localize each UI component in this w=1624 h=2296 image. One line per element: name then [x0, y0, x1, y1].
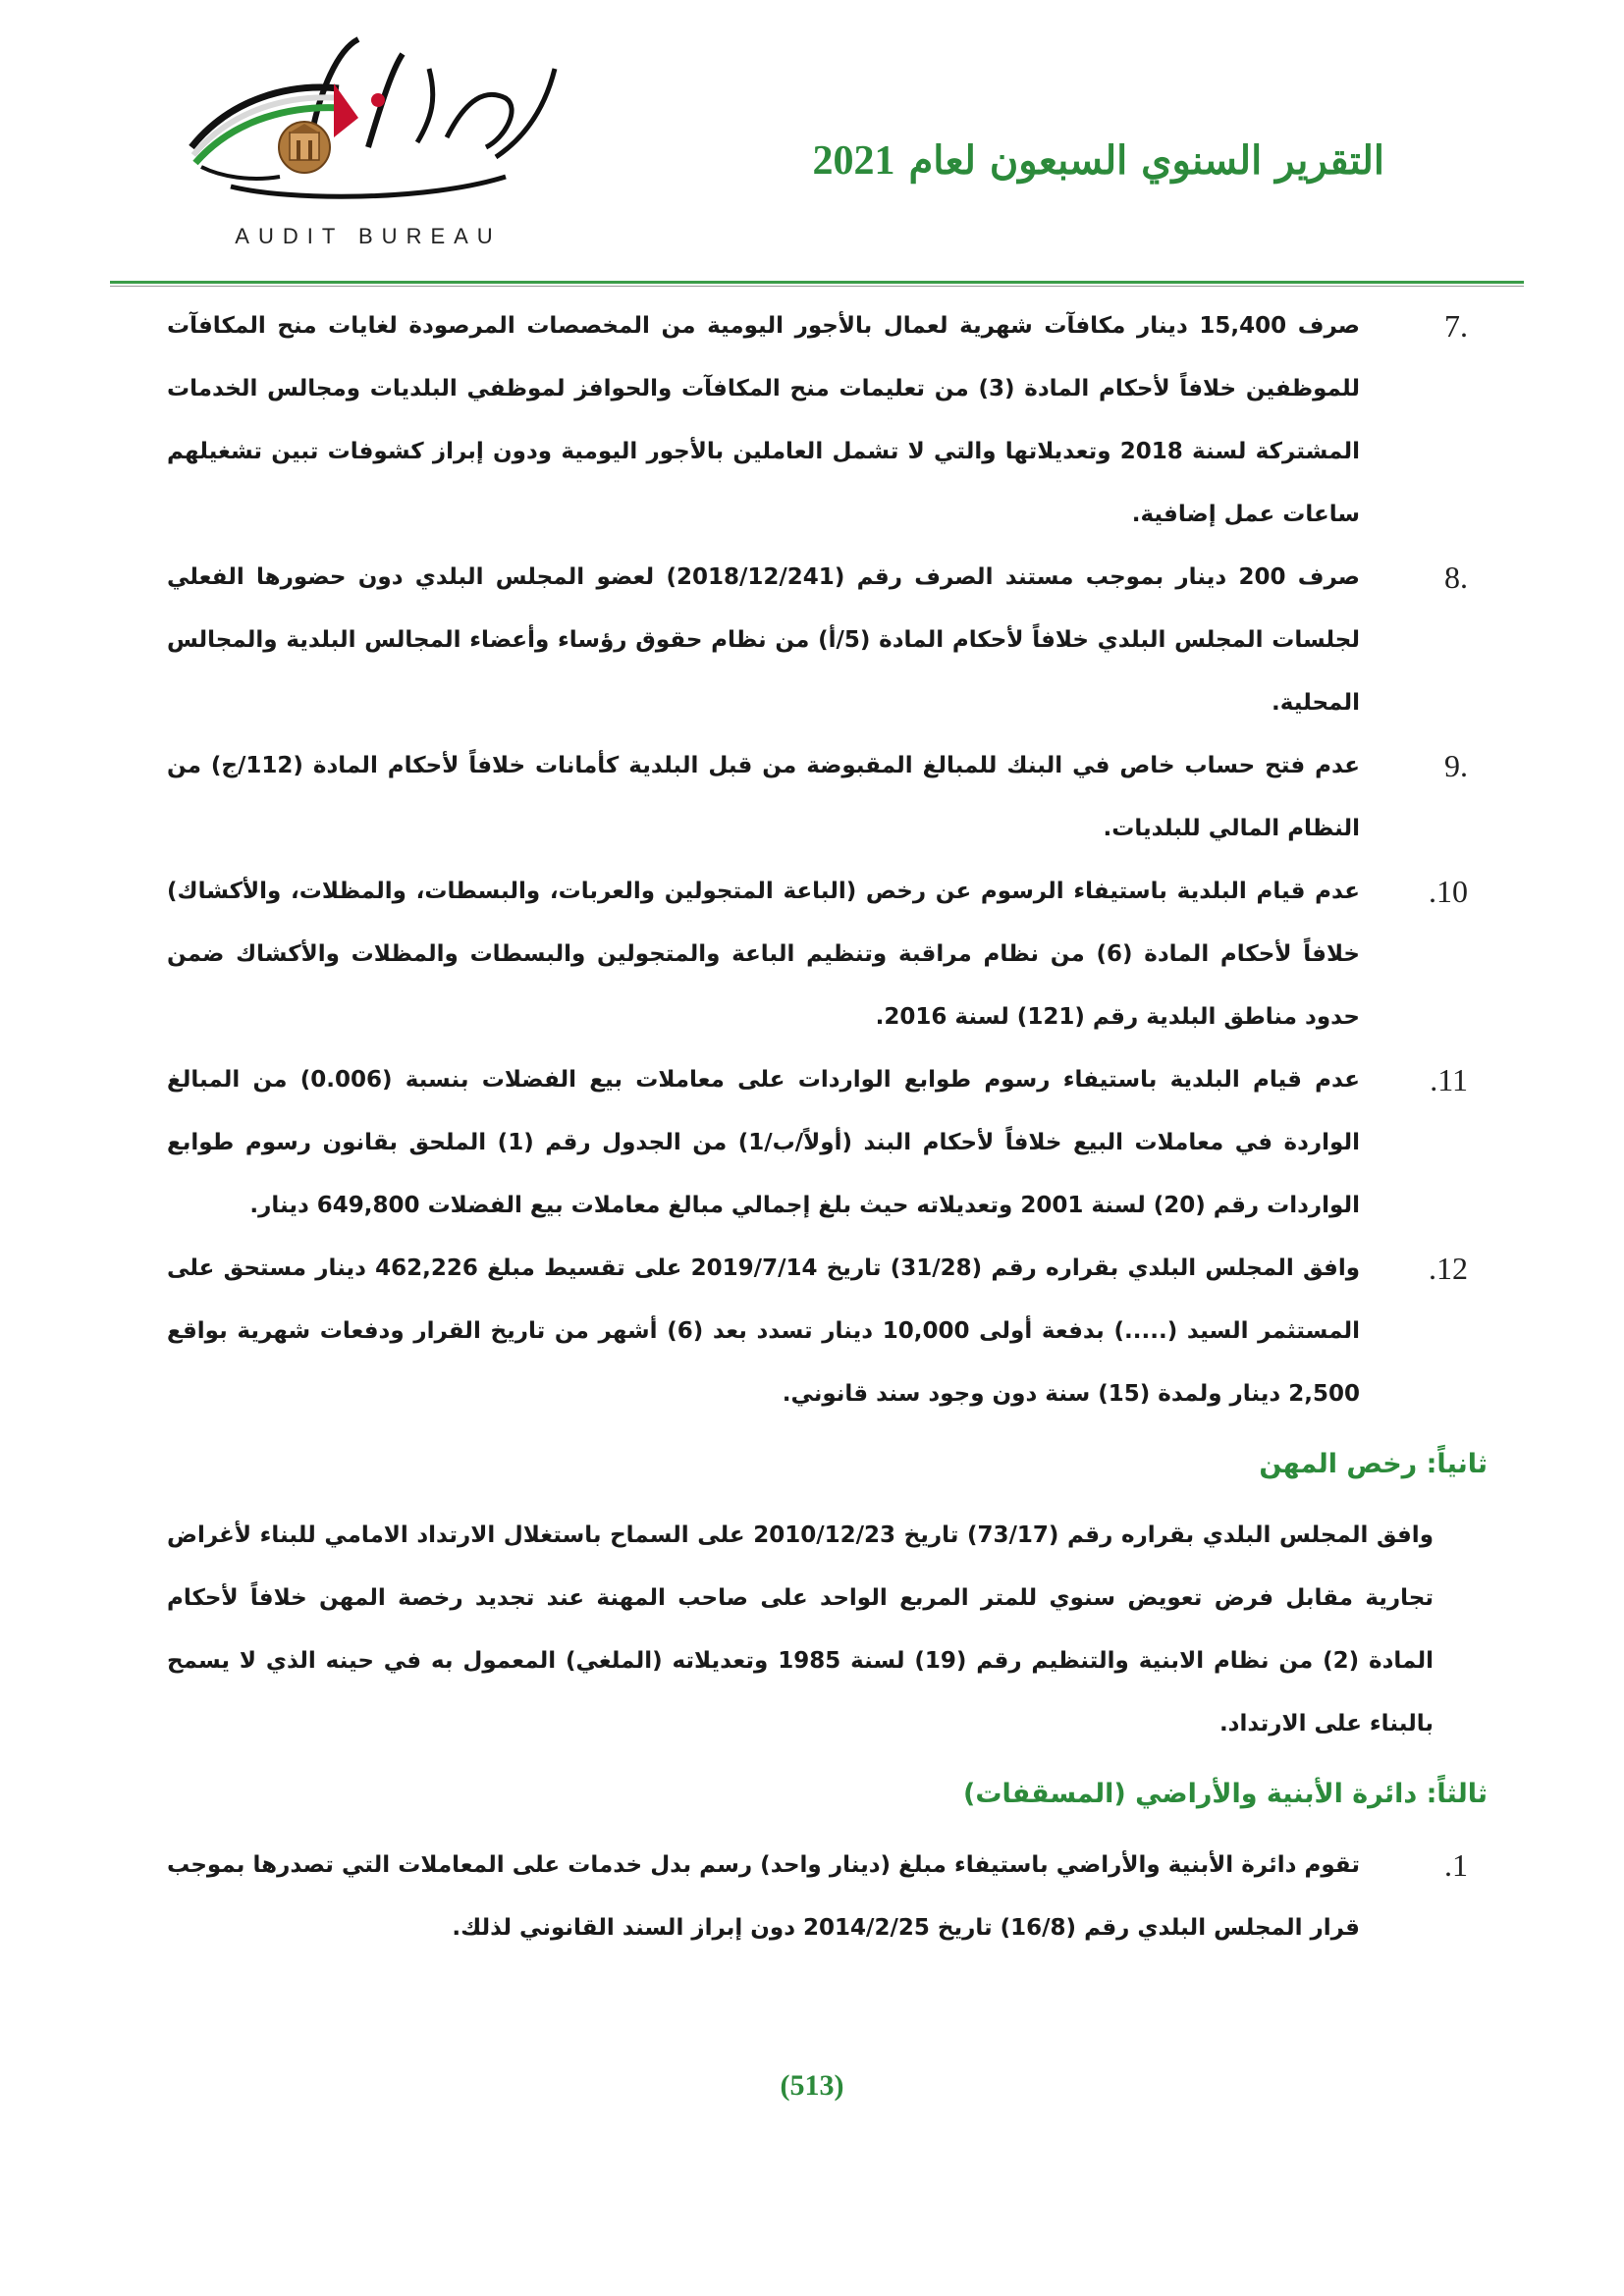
- page-number: (513): [780, 2069, 844, 2102]
- list-item: [167, 1237, 1488, 1425]
- item-number: .11: [1430, 1062, 1468, 1097]
- report-year: 2021: [812, 138, 895, 184]
- item-text: تقوم دائرة الأبنية والأراضي باستيفاء مبلغ (دينار واحد) رسم بدل خدمات على المعاملات التي تصدرها بموجب قرار المجلس البلدي رقم (16/8) تاريخ 2014/2/25 دون إبراز السند القانوني لذلك.: [167, 1852, 1360, 1941]
- item-text: عدم قيام البلدية باستيفاء رسوم طوابع الواردات على معاملات بيع الفضلات بنسبة (0.006) من المبالغ الواردة في معاملات البيع خلافاً لأحكام البند (أولاً/ب/1) من الجدول رقم (1) الملحق بقانون رسوم طوابع الواردات رقم (20) لسنة 2001 وتعديلاته حيث بلغ إجمالي مبالغ معاملات بيع الفضلات 649,800 دينار.: [167, 1067, 1360, 1218]
- header-rule-green: [110, 281, 1524, 284]
- item-text: صرف 200 دينار بموجب مستند الصرف رقم (2018/12/241) لعضو المجلس البلدي دون حضورها الفعلي لجلسات المجلس البلدي خلافاً لأحكام المادة (5/أ) من نظام حقوق رؤساء وأعضاء المجالس البلدية والمجالس المحلية.: [167, 564, 1360, 716]
- report-title-text: التقرير السنوي السبعون لعام: [908, 137, 1384, 184]
- list-item: [167, 1048, 1488, 1237]
- item-number: 8.: [1444, 560, 1468, 595]
- list-item: [167, 734, 1488, 860]
- item-text: عدم فتح حساب خاص في البنك للمبالغ المقبوضة من قبل البلدية كأمانات خلافاً لأحكام المادة (112/ج) من النظام المالي للبلديات.: [167, 753, 1360, 841]
- logo-emblem: [172, 29, 565, 226]
- list-item: [167, 1834, 1488, 1959]
- item-number: .12: [1429, 1251, 1468, 1286]
- logo-english-text: AUDIT BUREAU: [235, 224, 502, 248]
- list-item: [167, 546, 1488, 734]
- report-content: [167, 294, 1488, 1959]
- list-item: [167, 294, 1488, 546]
- header-rule-grey: [110, 286, 1524, 287]
- item-number: 9.: [1444, 748, 1468, 783]
- section-paragraph: وافق المجلس البلدي بقراره رقم (73/17) تاريخ 2010/12/23 على السماح باستغلال الارتداد الامامي للبناء لأغراض تجارية مقابل فرض تعويض سنوي للمتر المربع الواحد على صاحب المهنة عند تجديد رخصة المهن خلافاً لأحكام المادة (2) من نظام الابنية والتنظيم رقم (19) لسنة 1985 وتعديلاته (الملغي) المعمول به في حينه الذي لا يسمح بالبناء على الارتداد.: [167, 1522, 1434, 1736]
- item-number: .1: [1444, 1847, 1468, 1883]
- item-number: .10: [1429, 874, 1468, 909]
- item-number: 7.: [1444, 308, 1468, 344]
- audit-bureau-logo: [172, 29, 565, 255]
- section-heading-professional-licenses: ثانياً: رخص المهن: [1259, 1449, 1488, 1479]
- section-heading-buildings-lands: ثالثاً: دائرة الأبنية والأراضي (المسقفات): [962, 1779, 1488, 1809]
- item-text: صرف 15,400 دينار مكافآت شهرية لعمال بالأجور اليومية من المخصصات المرصودة لغايات منح المكافآت للموظفين خلافاً لأحكام المادة (3) من تعليمات منح المكافآت والحوافز لموظفي البلديات ومجالس الخدمات المشتركة لسنة 2018 وتعديلاتها والتي لا تشمل العاملين بالأجور اليومية ودون إبراز كشوفات تبين تشغيلهم ساعات عمل إضافية.: [167, 313, 1360, 527]
- item-text: وافق المجلس البلدي بقراره رقم (31/28) تاريخ 2019/7/14 على تقسيط مبلغ 462,226 دينار مستحق على المستثمر السيد (.....) بدفعة أولى 10,000 دينار تسدد بعد (6) أشهر من تاريخ القرار ودفعات شهرية بواقع 2,500 دينار ولمدة (15) سنة دون وجود سند قانوني.: [167, 1255, 1361, 1407]
- list-item: [167, 860, 1488, 1048]
- item-text: عدم قيام البلدية باستيفاء الرسوم عن رخص (الباعة المتجولين والعربات، والبسطات، والمظلات، والأكشاك) خلافاً لأحكام المادة (6) من نظام مراقبة وتنظيم الباعة والمتجولين والبسطات والمظلات والأكشاك ضمن حدود مناطق البلدية رقم (121) لسنة 2016.: [167, 879, 1360, 1030]
- report-title: [756, 137, 1384, 196]
